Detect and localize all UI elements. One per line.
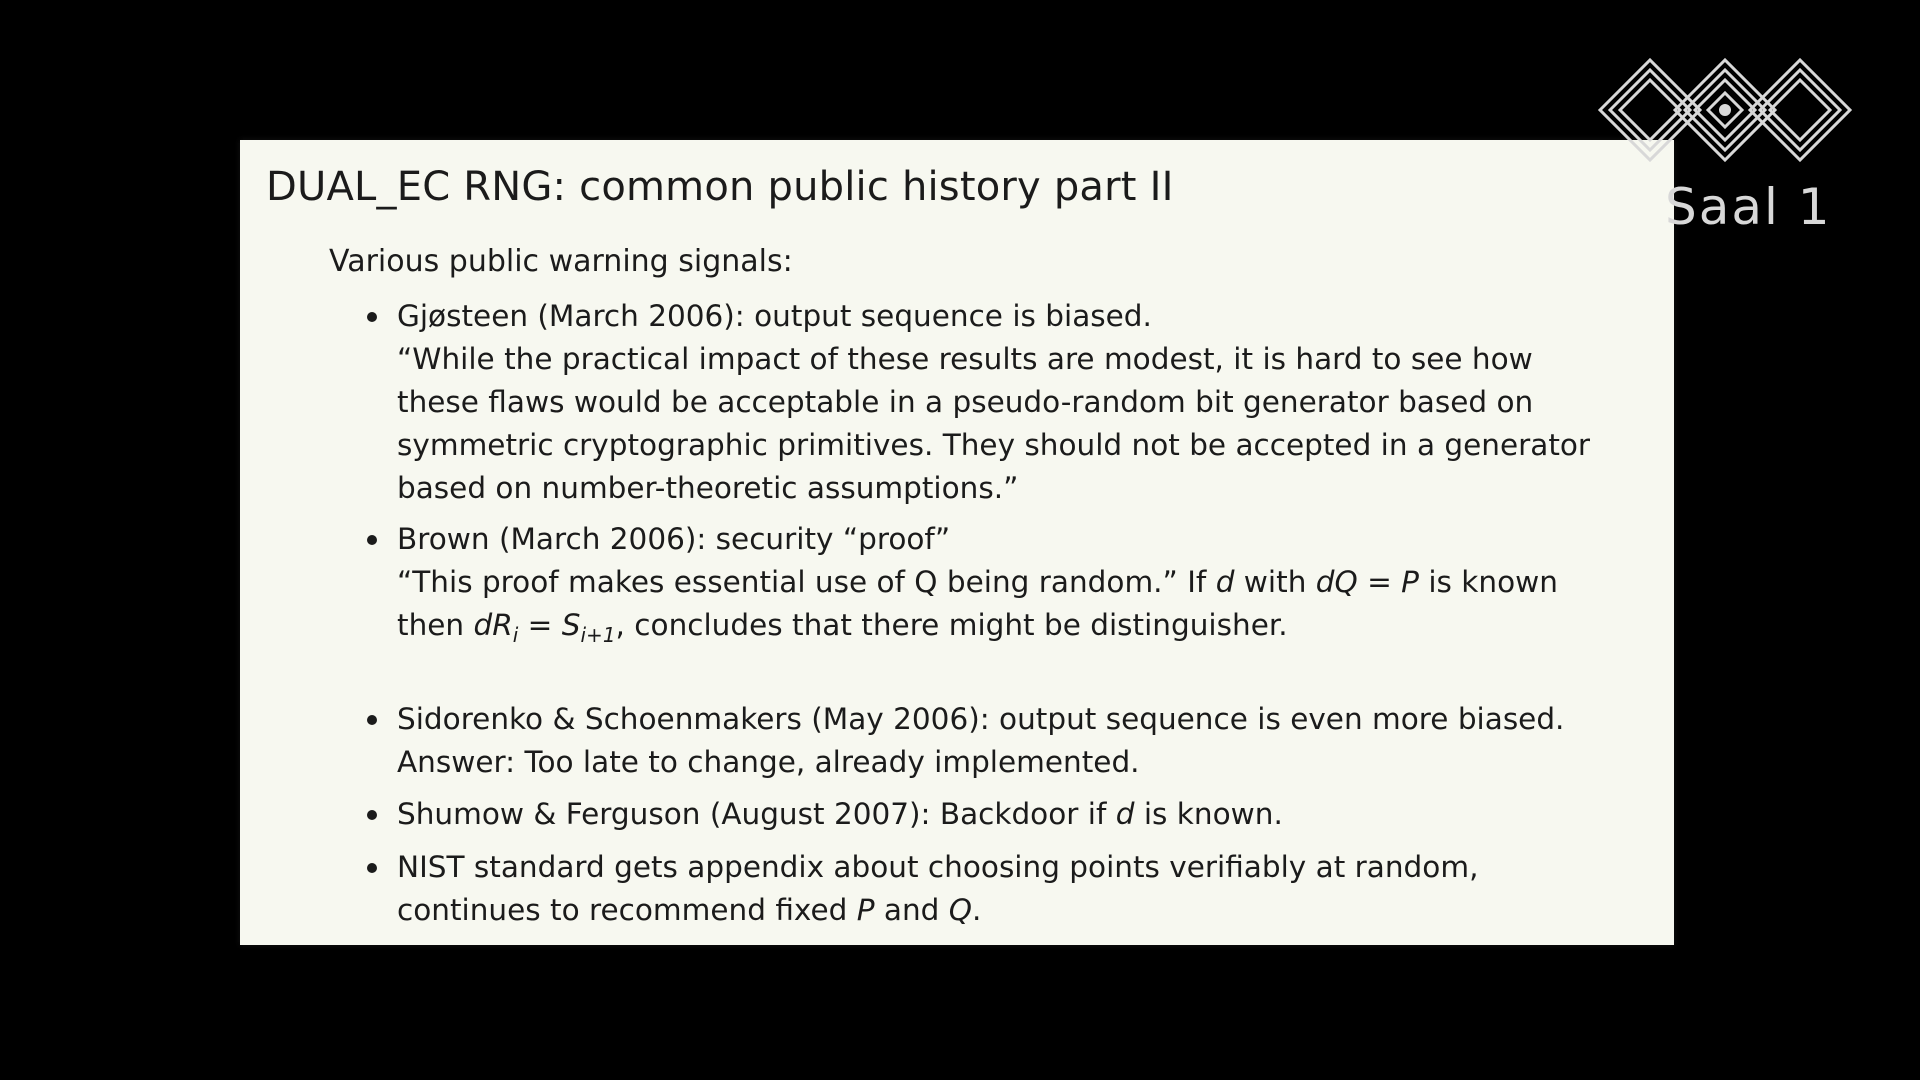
- bullet-icon: [367, 312, 377, 322]
- slide-intro: Various public warning signals:: [329, 244, 793, 279]
- math-equation: dQ = P: [1315, 565, 1419, 599]
- item-line: Shumow & Ferguson (August 2007): Backdoor if d is known.: [397, 797, 1283, 831]
- quote-line: “This proof makes essential use of Q being random.” If d with dQ = P is known: [397, 565, 1558, 599]
- list-item-sidorenko: [397, 698, 1617, 784]
- item-line: Answer: Too late to change, already implemented.: [397, 745, 1140, 779]
- quote-line: these flaws would be acceptable in a pseudo-random bit generator based on: [397, 385, 1534, 419]
- quote-line: based on number-theoretic assumptions.”: [397, 471, 1019, 505]
- math-d: d: [1215, 565, 1235, 599]
- bullet-icon: [367, 535, 377, 545]
- item-line: Sidorenko & Schoenmakers (May 2006): output sequence is even more biased.: [397, 702, 1565, 736]
- bullet-icon: [367, 715, 377, 725]
- bullet-list: [240, 140, 1674, 945]
- item-line: NIST standard gets appendix about choosing points verifiably at random,: [397, 850, 1479, 884]
- math-P: P: [856, 893, 875, 927]
- quote-line: symmetric cryptographic primitives. They should not be accepted in a generator: [397, 428, 1591, 462]
- quote-line: “While the practical impact of these results are modest, it is hard to see how: [397, 342, 1533, 376]
- bullet-icon: [367, 863, 377, 873]
- list-item-gjosteen: [397, 295, 1617, 510]
- list-item-nist: [397, 846, 1617, 932]
- item-line: Gjøsteen (March 2006): output sequence is biased.: [397, 299, 1152, 333]
- item-line: then $dR_i = S_{i+1}$, concludes that there might be distinguisher.: [397, 608, 1288, 647]
- slide-title: DUAL_EC RNG: common public history part II: [266, 164, 1174, 210]
- item-line: continues to recommend fixed P and Q.: [397, 893, 982, 927]
- list-item-brown: [397, 518, 1617, 657]
- bullet-icon: [367, 810, 377, 820]
- math-dR: dR: [473, 608, 513, 642]
- item-line: Brown (March 2006): security “proof”: [397, 522, 951, 556]
- presentation-slide: [240, 140, 1674, 945]
- math-Q: Q: [948, 893, 973, 927]
- list-item-shumow: [397, 793, 1617, 836]
- room-label: Saal 1: [1665, 178, 1832, 236]
- math-d: d: [1115, 797, 1135, 831]
